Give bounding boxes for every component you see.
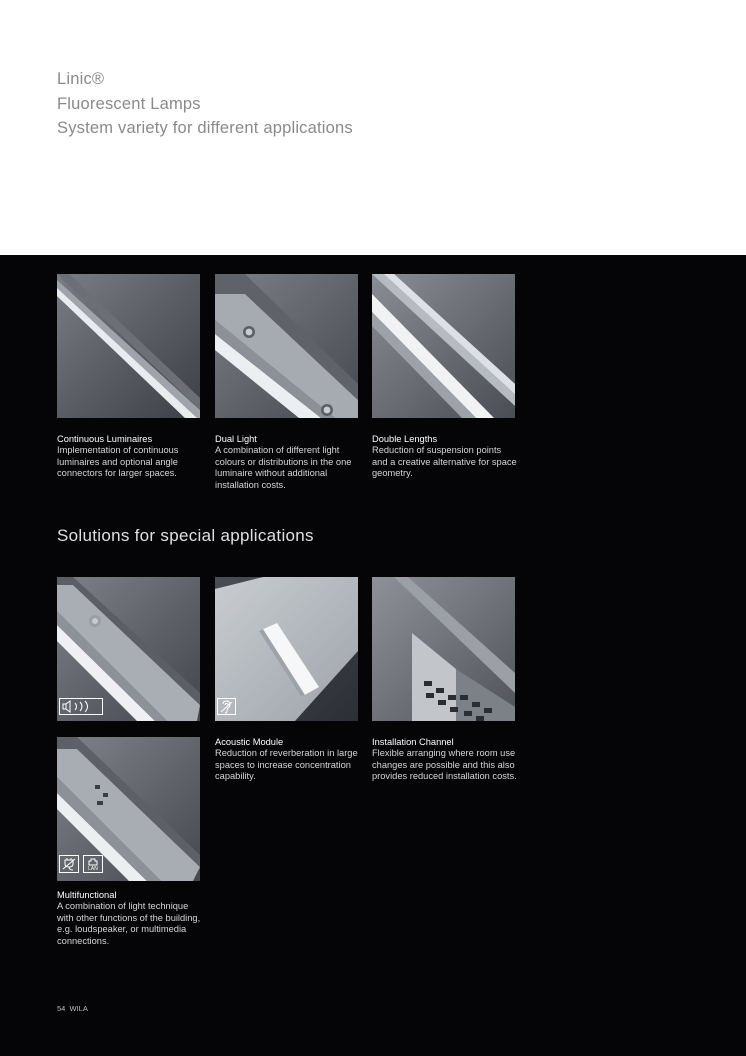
photo-installation-channel xyxy=(372,577,515,721)
caption-double-lengths xyxy=(372,434,518,480)
caption-title: Multifunctional xyxy=(57,890,117,900)
ear-icon xyxy=(217,698,236,715)
page-subtitle: System variety for different applications xyxy=(57,119,353,137)
caption-text: A combination of light technique with other functions of the building, e.g. loudspeaker, or multimedia connections. xyxy=(57,901,201,946)
page-number: 54 xyxy=(57,1004,66,1013)
photo-acoustic-module xyxy=(215,577,358,721)
caption-text: Reduction of suspension points and a creative alternative for space geometry. xyxy=(372,445,517,479)
lan-label: LAN xyxy=(88,865,98,872)
caption-acoustic-module xyxy=(215,737,361,783)
speaker-icon xyxy=(59,698,103,715)
caption-multifunctional xyxy=(57,890,203,947)
caption-text: Implementation of continuous luminaires and optional angle connectors for larger spaces. xyxy=(57,445,179,479)
photo-continuous-luminaires xyxy=(57,274,200,418)
section-heading: Solutions for special applications xyxy=(57,526,314,545)
caption-title: Double Lengths xyxy=(372,434,438,444)
brand-title: Linic® xyxy=(57,70,105,88)
caption-title: Installation Channel xyxy=(372,737,454,747)
lan-icon xyxy=(83,855,103,873)
caption-text: Flexible arranging where room use changes are possible and this also provides reduced installation costs. xyxy=(372,748,517,782)
plug-icon xyxy=(59,855,79,873)
footer-brand: WILA xyxy=(69,1004,88,1013)
header xyxy=(0,0,746,255)
caption-dual-light xyxy=(215,434,361,491)
caption-text: Reduction of reverberation in large spaces to increase concentration capability. xyxy=(215,748,358,782)
caption-title: Acoustic Module xyxy=(215,737,284,747)
caption-installation-channel xyxy=(372,737,518,783)
caption-continuous-luminaires xyxy=(57,434,203,480)
caption-text: A combination of different light colours or distributions in the one luminaire without additional installation costs. xyxy=(215,445,352,490)
product-title: Fluorescent Lamps xyxy=(57,95,201,113)
caption-title: Continuous Luminaires xyxy=(57,434,153,444)
photo-dual-light xyxy=(215,274,358,418)
page-footer xyxy=(57,1004,88,1013)
caption-title: Dual Light xyxy=(215,434,257,444)
photo-double-lengths xyxy=(372,274,515,418)
